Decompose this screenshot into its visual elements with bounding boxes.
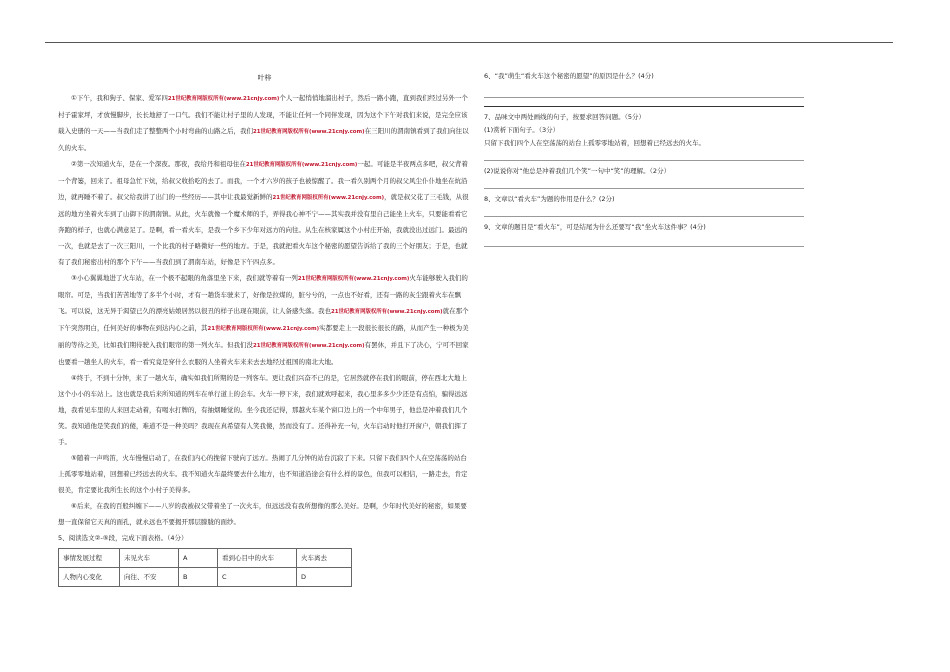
table-cell: B — [179, 568, 218, 587]
answer-line[interactable] — [484, 216, 804, 217]
logo-watermark: 21世纪教育网版权所有(www.21cnjy.com) — [167, 96, 280, 102]
logo-watermark: 21世纪教育网版权所有(www.21cnjy.com) — [297, 276, 410, 282]
table-cell: C — [218, 568, 297, 587]
question-6: 6、“我”萌生“看火车这个秘密的愿望”的原因是什么？(4分) — [484, 72, 654, 80]
paragraph-5: ⑤随着一声鸣笛，火车慢慢启动了，在我们内心的挽留下驶向了远方。热闹了几分钟的站台沉寂了下来。只留下我们四个人在空荡荡的站台上孤零零地站着，回想着已经远去的火车。我不知道火车最终要去什么地方，也不知道沿途会有什么样的景色，但我可以相信，一路走去，肯定很美，肯定要比我所生长的这个小村子美得多。 — [58, 454, 468, 494]
paragraph-1: ①下午，我和狗子、保家、爱军四21世纪教育网版权所有(www.21cnjy.com)个人一起悄悄地溜出村子，然后一路小跑，直到我们经过另外一个村子霍家坪，才放慢脚步，长长地舒了一口气。我们不能让村子里的人发现，不能让任何一个同伴发现，因为这个下午对我们来说，是完全应该载入史册的一天——当我们走了整整两个小时弯曲的山路之后，我们21世纪教育网版权所有(www.21cnjy.com)在三阳川的渭南镇看到了我们向往以久的火车。 — [58, 94, 469, 152]
right-column — [484, 70, 814, 251]
top-rule — [45, 42, 893, 43]
table-cell: A — [179, 549, 218, 568]
logo-watermark: 21世纪教育网版权所有(www.21cnjy.com) — [207, 326, 320, 332]
question-7: 7、品味文中两处画线的句子，按要求回答问题。（5分） — [484, 113, 646, 121]
answer-line[interactable] — [484, 106, 804, 107]
answer-line[interactable] — [484, 97, 804, 98]
answer-line[interactable] — [484, 246, 804, 247]
table-cell: 事情发展过程 — [59, 549, 120, 568]
logo-watermark: 21世纪教育网版权所有(www.21cnjy.com) — [253, 129, 365, 135]
logo-watermark: 21世纪教育网版权所有(www.21cnjy.com) — [331, 309, 443, 315]
left-column — [58, 70, 471, 587]
paragraph-4: ④终于，不到十分钟，来了一趟火车，确实如我们所期的是一列客车。更让我们兴奋不已的是，它居然就停在我们的眼前，停在西北大地上这个小小的车站上。这也就是我后来所知道的列车在单行道上的会车。火车一停下来，我们就欢呼起来，我心里多多少少还是有点怕，骗得远远地，我看见车里的人来回走动着，有喝水打牌的，有抽烟睡觉的。坐今我还记得，那越火车某个窗口边上的一个中年男子，他总是冲着我们几个笑。我知道他是笑我们的傻，难道不是一种美吗？我现在真希望有人笑我傻，然而没有了。还得补充一句，火车启动时他打开窗户，朝我们挥了手。 — [58, 374, 468, 446]
answer-line[interactable] — [484, 188, 804, 189]
table-cell: 火车离去 — [297, 549, 352, 568]
paragraph-3: ③小心翼翼地进了火车站，在一个极不起眼的角落里坐下来，我们就等着有一列21世纪教育网版权所有(www.21cnjy.com)火车能够驶入我们的眼帘。可是，当我们苦苦地等了多半个小时，才有一趟货车驶来了，好像是拉煤的，脏兮兮的，一点也不好看，还有一路的灰尘跟着火车在飘飞。可以说，这无异于渴望已久的漂亮姑娘居然以很丑的样子出现在眼前，让人备感失落。我也21世纪教育网版权所有(www.21cnjy.com)就在那个下午突然明白，任何美好的事物在到达内心之前，其21世纪教育网版权所有(www.21cnjy.com)实都要走上一段很长很长的路，从而产生一种极为美丽的等待之美，比如我们期待驶入我们眼帘的第一列火车。但我们没21世纪教育网版权所有(www.21cnjy.com)有罢休，并且下了决心，宁可不回家也要看一趟坐人的火车，看一看究竟是穿什么衣服的人坐着火车来来去去地经过祖国的南北大地。 — [58, 274, 469, 366]
question-5-table — [58, 548, 352, 587]
question-7-1-quote: 只留下我们四个人在空荡荡的站台上孤零零地站着，回想着已经远去的火车。 — [484, 139, 705, 147]
question-8: 8、文章以“看火车”为题的作用是什么？(2分) — [484, 195, 615, 203]
question-9: 9、文章的题目是“看火车”，可是结尾为什么还要写“我”坐火车这件事？(4分) — [484, 223, 706, 231]
logo-watermark: 21世纪教育网版权所有(www.21cnjy.com) — [245, 162, 358, 168]
table-cell: 向往、不安 — [120, 568, 179, 587]
author-name: 叶梓 — [257, 74, 272, 82]
table-row — [59, 568, 352, 587]
question-5-prompt: 5、阅读选文②-⑤段，完成下面表格。（4分） — [58, 534, 188, 542]
question-7-2: (2)说说你对“他总是冲着我们几个笑”一句中“笑”的理解。（2分） — [484, 167, 671, 175]
paragraph-2: ②第一次知道火车，是在一个深夜。那夜，我给丹和祖母住在21世纪教育网版权所有(www.21cnjy.com)一起。可能是半夜两点多吧，叔父背着一个背篓，回来了。祖母急忙下炕，给叔父收拾吃的去了。而我，一个才六岁的孩子也被惊醒了。我一看久别两个月的叔父风尘仆仆地坐在炕沿边，就再睡不着了。叔父给我讲了出门的一些经历——其中让我最觉新鲜的21世纪教育网版权所有(www.21cnjy.com)，就是叔父花了三毛钱，从很远的地方坐着火车到了山御下的渭南镇。从此，火车就像一个魔术师的手，弄得我心神不宁——其实我并没有里自己能坐上火车，只要能看看它奔跑的样子，也就心满意足了。是啊，看一看火车，是我一个乡下少年对远方的向往。从生在核家属这个小村庄开始，我就没出过远门。最远的一次，也就是去了一次三阳川，一个比我的村子略微好一些的地方。于是，我就把看火车这个秘密的愿望告诉给了我的三个好朋友；于是，也就有了我们秘密出村的那个下午——当我们到了渭南车站，好像是下午四点多。 — [58, 160, 469, 266]
table-cell: D — [297, 568, 352, 587]
table-cell: 未见火车 — [120, 549, 179, 568]
question-7-1: (1)赏析下面句子。（3分） — [484, 126, 560, 134]
table-row — [59, 549, 352, 568]
logo-watermark: 21世纪教育网版权所有(www.21cnjy.com) — [253, 343, 365, 349]
table-cell: 看到心目中的火车 — [218, 549, 297, 568]
logo-watermark: 21世纪教育网版权所有(www.21cnjy.com) — [272, 195, 385, 201]
table-cell: 人物内心变化 — [59, 568, 120, 587]
answer-line[interactable] — [484, 160, 804, 161]
paragraph-6: ⑥后来，在我的百般纠缠下——八岁的我被叔父带着坐了一次火车，但远远没有我所想像的那么美好。是啊，少年时代美好的秘密，如果要想一直保留它天真的面孔，就永远也不要揭开那层朦胧的面纱。 — [58, 502, 467, 526]
